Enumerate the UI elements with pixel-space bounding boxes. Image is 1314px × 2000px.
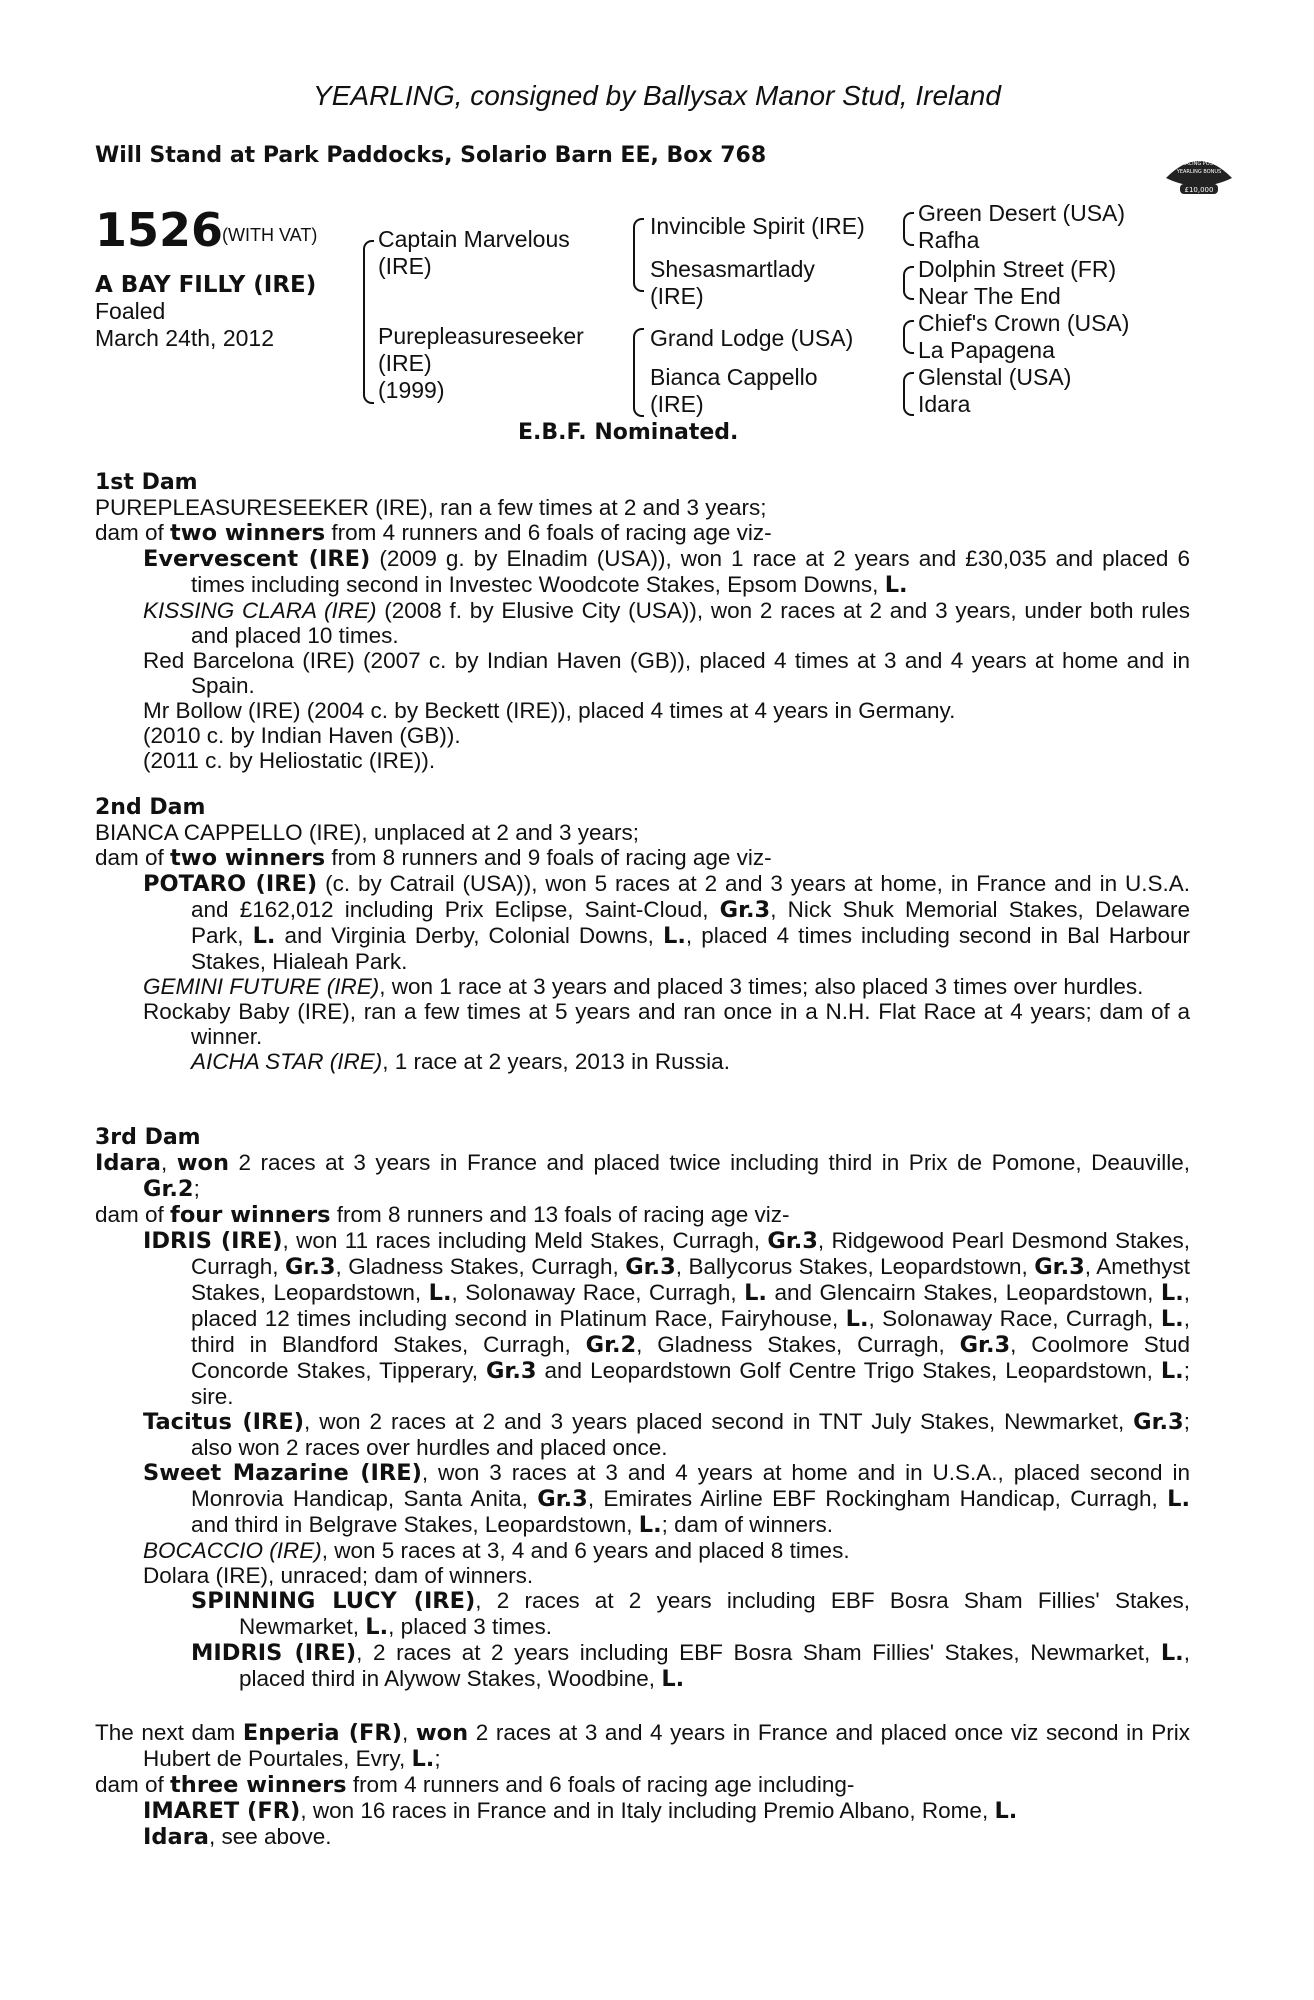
dam-name: Enperia (FR) bbox=[242, 1720, 403, 1746]
g3-pair-2 bbox=[918, 256, 1116, 310]
sire-dam-line-2: (IRE) bbox=[650, 283, 704, 309]
badge-middle-text: YEARLING BONUS bbox=[1176, 169, 1222, 175]
progeny-entry: (2010 c. by Indian Haven (GB)). bbox=[143, 723, 461, 748]
text: dam of bbox=[95, 1202, 171, 1227]
text: from 8 runners and 9 foals of racing age viz- bbox=[325, 845, 772, 870]
progeny-name: KISSING CLARA (IRE) bbox=[143, 598, 377, 623]
text: , won 5 races at 3, 4 and 6 years and placed 8 times. bbox=[321, 1538, 850, 1563]
dam-of-line bbox=[95, 520, 1190, 546]
text: from 4 runners and 6 foals of racing age including- bbox=[346, 1772, 855, 1797]
dam-of-line bbox=[95, 845, 1190, 871]
pedigree-brace-g3-3 bbox=[903, 320, 914, 354]
text: , Solonaway Race, Curragh, bbox=[868, 1306, 1161, 1331]
text: dam of bbox=[95, 520, 171, 545]
progeny-name: BOCACCIO (IRE) bbox=[143, 1538, 322, 1563]
group-marker: Gr.3 bbox=[284, 1254, 336, 1280]
text: , won 11 races including Meld Stakes, Curragh, bbox=[282, 1228, 768, 1253]
sire-name bbox=[378, 226, 570, 280]
ebf-nominated: E.B.F. Nominated. bbox=[518, 420, 739, 445]
grand-progeny-entry bbox=[191, 1640, 1190, 1692]
g3-pair-1 bbox=[918, 200, 1125, 254]
text: , Amethyst Stakes, Leopardstown, bbox=[191, 1254, 1191, 1305]
dam-of-line bbox=[95, 1202, 1190, 1228]
text: , Gladness Stakes, Curragh, bbox=[335, 1254, 626, 1279]
winners-count: three winners bbox=[170, 1772, 347, 1798]
listed-marker: L. bbox=[428, 1280, 452, 1306]
g3-pair-4 bbox=[918, 364, 1071, 418]
text: and Glencairn Stakes, Leopardstown, bbox=[766, 1280, 1161, 1305]
text: ; also won 2 races over hurdles and placed once. bbox=[191, 1409, 1190, 1460]
progeny-entry bbox=[143, 1228, 1190, 1409]
text: from 8 runners and 13 foals of racing age viz- bbox=[330, 1202, 790, 1227]
g3-name: Dolphin Street (FR) bbox=[918, 256, 1117, 282]
text: (2009 g. by Elnadim (USA)), won 1 race at 2 years and £30,035 and placed 6 times including second in Investec Woodcote Stakes, Epsom Downs, bbox=[191, 546, 1190, 597]
text: , placed third in Alywow Stakes, Woodbine, bbox=[239, 1640, 1190, 1691]
pedigree-brace-sire bbox=[633, 218, 644, 292]
sire-line-1: Captain Marvelous bbox=[378, 226, 570, 252]
grand-progeny-entry bbox=[191, 1588, 1190, 1640]
progeny-name: Evervescent (IRE) bbox=[143, 546, 371, 572]
dam-intro: Idara, won 2 races at 3 years in France and placed twice including third in Prix de Pomone, Deauville, Gr.2; bbox=[95, 1150, 1190, 1202]
progeny-name: IMARET (FR) bbox=[143, 1798, 301, 1824]
dam-dam bbox=[650, 364, 818, 418]
progeny-entry bbox=[143, 1460, 1190, 1538]
group-marker: Gr.3 bbox=[537, 1486, 588, 1512]
text: (2008 f. by Elusive City (USA)), won 2 races at 2 and 3 years, under both rules and placed 10 times. bbox=[191, 598, 1190, 648]
text: , won 2 races at 2 and 3 years placed second in TNT July Stakes, Newmarket, bbox=[304, 1409, 1134, 1434]
progeny-name: IDRIS (IRE) bbox=[143, 1228, 283, 1254]
badge-amount-text: £10,000 bbox=[1184, 186, 1214, 194]
g3-pair-3 bbox=[918, 310, 1129, 364]
listed-marker: L. bbox=[1160, 1358, 1184, 1384]
text: , won 16 races in France and in Italy including Premio Albano, Rome, bbox=[300, 1798, 995, 1823]
text: The next dam bbox=[95, 1720, 243, 1745]
group-marker: Gr.2 bbox=[143, 1176, 194, 1202]
text: , 2 races at 2 years including EBF Bosra Sham Fillies' Stakes, Newmarket, bbox=[356, 1640, 1161, 1665]
dam-intro: PUREPLEASURESEEKER (IRE), ran a few times at 2 and 3 years; bbox=[95, 495, 767, 520]
progeny-entry: (2011 c. by Heliostatic (IRE)). bbox=[143, 748, 436, 773]
progeny-name: SPINNING LUCY (IRE) bbox=[191, 1588, 476, 1614]
first-dam-section bbox=[95, 470, 1190, 773]
listed-marker: L. bbox=[252, 923, 276, 949]
progeny-entry bbox=[143, 546, 1190, 598]
progeny-name: Tacitus (IRE) bbox=[143, 1409, 305, 1435]
listed-marker: L. bbox=[365, 1614, 389, 1640]
text: , placed 12 times including second in Platinum Race, Fairyhouse, bbox=[191, 1280, 1191, 1331]
bonus-badge-icon bbox=[1160, 150, 1238, 196]
group-marker: Gr.3 bbox=[719, 897, 771, 923]
text: and Virginia Derby, Colonial Downs, bbox=[275, 923, 664, 948]
listed-marker: L. bbox=[1167, 1486, 1190, 1512]
progeny-name: GEMINI FUTURE (IRE) bbox=[143, 974, 380, 999]
text: , 2 races at 2 years including EBF Bosra Sham Fillies' Stakes, Newmarket, bbox=[239, 1588, 1190, 1639]
g3-name: Near The End bbox=[918, 283, 1061, 309]
progeny-entry: Red Barcelona (IRE) (2007 c. by Indian Haven (GB)), placed 4 times at 3 and 4 years at home and in Spain. bbox=[143, 648, 1190, 698]
next-dam-intro: The next dam Enperia (FR), won 2 races at 3 and 4 years in France and placed once viz second in Prix Hubert de Pourtales, Evry, L.; bbox=[95, 1720, 1190, 1772]
listed-marker: L. bbox=[744, 1280, 767, 1306]
foaled-date: March 24th, 2012 bbox=[95, 325, 275, 351]
text: ; bbox=[434, 1746, 441, 1771]
dam-line-2: (IRE) bbox=[378, 350, 432, 376]
won-marker: won bbox=[176, 1150, 229, 1176]
listed-marker: L. bbox=[884, 572, 908, 598]
group-marker: Gr.3 bbox=[767, 1228, 818, 1254]
progeny-entry: Mr Bollow (IRE) (2004 c. by Beckett (IRE)), placed 4 times at 4 years in Germany. bbox=[143, 698, 956, 723]
listed-marker: L. bbox=[845, 1306, 869, 1332]
text: ; dam of winners. bbox=[661, 1512, 833, 1537]
text: , Ridgewood Pearl Desmond Stakes, Curragh, bbox=[191, 1228, 1190, 1279]
group-marker: Gr.3 bbox=[1133, 1409, 1184, 1435]
dam-dam-line-1: Bianca Cappello bbox=[650, 364, 818, 390]
listed-marker: L. bbox=[1160, 1306, 1184, 1332]
group-marker: Gr.3 bbox=[485, 1358, 537, 1384]
progeny-entry bbox=[143, 871, 1190, 974]
progeny-name: AICHA STAR (IRE) bbox=[191, 1049, 383, 1074]
text: , placed 4 times including second in Bal Harbour Stakes, Hialeah Park. bbox=[191, 923, 1190, 974]
dam-line-1: Purepleasureseeker bbox=[378, 323, 584, 349]
lot-number: 1526 bbox=[95, 203, 224, 257]
section-heading: 2nd Dam bbox=[95, 795, 206, 820]
g3-name: Glenstal (USA) bbox=[918, 364, 1072, 390]
listed-marker: L. bbox=[1160, 1280, 1184, 1306]
pedigree-brace-dam bbox=[633, 328, 644, 417]
text: , Ballycorus Stakes, Leopardstown, bbox=[675, 1254, 1035, 1279]
listed-marker: L. bbox=[994, 1798, 1018, 1824]
stand-location: Will Stand at Park Paddocks, Solario Barn EE, Box 768 bbox=[95, 143, 767, 168]
third-dam-section bbox=[95, 1125, 1190, 1692]
text: , Nick Shuk Memorial Stakes, Delaware Park, bbox=[191, 897, 1190, 948]
text: , won 1 race at 3 years and placed 3 times; also placed 3 times over hurdles. bbox=[379, 974, 1144, 999]
text: , won 3 races at 3 and 4 years at home and in U.S.A., placed second in Monrovia Handicap, Santa Anita, bbox=[191, 1460, 1190, 1511]
text: , Emirates Airline EBF Rockingham Handicap, Curragh, bbox=[587, 1486, 1168, 1511]
dam-name: Idara bbox=[95, 1150, 161, 1176]
group-marker: Gr.2 bbox=[585, 1332, 637, 1358]
group-marker: Gr.3 bbox=[625, 1254, 676, 1280]
text: , placed 3 times. bbox=[388, 1614, 552, 1639]
dam-of-line bbox=[95, 1772, 1190, 1798]
second-dam-section bbox=[95, 795, 1190, 1074]
g3-name: Rafha bbox=[918, 227, 980, 253]
text: , see above. bbox=[208, 1824, 332, 1849]
dam-dam-line-2: (IRE) bbox=[650, 391, 704, 417]
dam-sire: Grand Lodge (USA) bbox=[650, 325, 854, 351]
progeny-entry: Dolara (IRE), unraced; dam of winners. bbox=[143, 1563, 534, 1588]
group-marker: Gr.3 bbox=[1034, 1254, 1085, 1280]
winners-count: two winners bbox=[170, 520, 326, 546]
progeny-entry bbox=[143, 974, 1190, 999]
text: and third in Belgrave Stakes, Leopardstown, bbox=[191, 1512, 639, 1537]
g3-name: Chief's Crown (USA) bbox=[918, 310, 1130, 336]
listed-marker: L. bbox=[1160, 1640, 1184, 1666]
winners-count: four winners bbox=[170, 1202, 331, 1228]
grand-progeny-entry bbox=[191, 1049, 1190, 1074]
pedigree-brace-g3-4 bbox=[903, 372, 914, 416]
text: 2 races at 3 years in France and placed twice including third in Prix de Pomone, Deauville, bbox=[229, 1150, 1190, 1175]
group-marker: Gr.3 bbox=[959, 1332, 1011, 1358]
g3-name: La Papagena bbox=[918, 337, 1055, 363]
text: (c. by Catrail (USA)), won 5 races at 2 and 3 years at home, in France and in U.S.A. and £162,012 including Prix Eclipse, Saint-Cloud, bbox=[191, 871, 1190, 922]
horse-description: A BAY FILLY (IRE) bbox=[95, 272, 317, 298]
text: , Gladness Stakes, Curragh, bbox=[636, 1332, 960, 1357]
winners-count: two winners bbox=[170, 845, 326, 871]
won-marker: won bbox=[415, 1720, 469, 1746]
text: , third in Blandford Stakes, Curragh, bbox=[191, 1306, 1190, 1357]
text: , Coolmore Stud Concorde Stakes, Tipperary, bbox=[191, 1332, 1190, 1383]
progeny-entry: Rockaby Baby (IRE), ran a few times at 5 years and ran once in a N.H. Flat Race at 4 years; dam of a winner. bbox=[143, 999, 1190, 1049]
section-heading: 3rd Dam bbox=[95, 1125, 201, 1150]
text: dam of bbox=[95, 1772, 171, 1797]
pedigree-brace-gen1 bbox=[363, 240, 374, 404]
next-dam-section bbox=[95, 1720, 1190, 1850]
page-title: YEARLING, consigned by Ballysax Manor Stud, Ireland bbox=[313, 80, 1001, 111]
progeny-entry bbox=[143, 1798, 1190, 1824]
progeny-name: POTARO (IRE) bbox=[143, 871, 318, 897]
vat-note: (WITH VAT) bbox=[222, 225, 318, 245]
text: , Solonaway Race, Curragh, bbox=[451, 1280, 745, 1305]
badge-top-text: RACING POST bbox=[1182, 161, 1216, 167]
sire-dam bbox=[650, 256, 815, 310]
sire-sire: Invincible Spirit (IRE) bbox=[650, 213, 865, 239]
dam-line-3: (1999) bbox=[378, 377, 445, 403]
dam-name bbox=[378, 323, 584, 404]
yearling-bonus-badge bbox=[1160, 150, 1238, 196]
listed-marker: L. bbox=[661, 1666, 685, 1692]
pedigree-brace-g3-1 bbox=[903, 212, 914, 246]
listed-marker: L. bbox=[638, 1512, 662, 1538]
text: and Leopardstown Golf Centre Trigo Stakes, Leopardstown, bbox=[536, 1358, 1161, 1383]
progeny-name: Sweet Mazarine (IRE) bbox=[143, 1460, 422, 1486]
sire-line-2: (IRE) bbox=[378, 253, 432, 279]
text: dam of bbox=[95, 845, 171, 870]
foaled-label: Foaled bbox=[95, 298, 166, 324]
section-heading: 1st Dam bbox=[95, 470, 198, 495]
progeny-entry bbox=[143, 1409, 1190, 1460]
progeny-entry bbox=[143, 1538, 1190, 1563]
g3-name: Green Desert (USA) bbox=[918, 200, 1126, 226]
text: 2 races at 3 and 4 years in France and placed once viz second in Prix Hubert de Pourtales, Evry, bbox=[143, 1720, 1190, 1771]
text: from 4 runners and 6 foals of racing age viz- bbox=[325, 520, 772, 545]
sire-dam-line-1: Shesasmartlady bbox=[650, 256, 815, 282]
dam-intro: BIANCA CAPPELLO (IRE), unplaced at 2 and 3 years; bbox=[95, 820, 640, 845]
progeny-name: MIDRIS (IRE) bbox=[191, 1640, 357, 1666]
g3-name: Idara bbox=[918, 391, 971, 417]
listed-marker: L. bbox=[411, 1746, 435, 1772]
text: ; sire. bbox=[191, 1358, 1190, 1409]
progeny-entry bbox=[143, 598, 1190, 648]
listed-marker: L. bbox=[663, 923, 686, 949]
pedigree-brace-g3-2 bbox=[903, 266, 914, 300]
text: ; bbox=[193, 1176, 200, 1201]
progeny-entry bbox=[143, 1824, 1190, 1850]
text: , 1 race at 2 years, 2013 in Russia. bbox=[382, 1049, 730, 1074]
progeny-name: Idara bbox=[143, 1824, 209, 1850]
